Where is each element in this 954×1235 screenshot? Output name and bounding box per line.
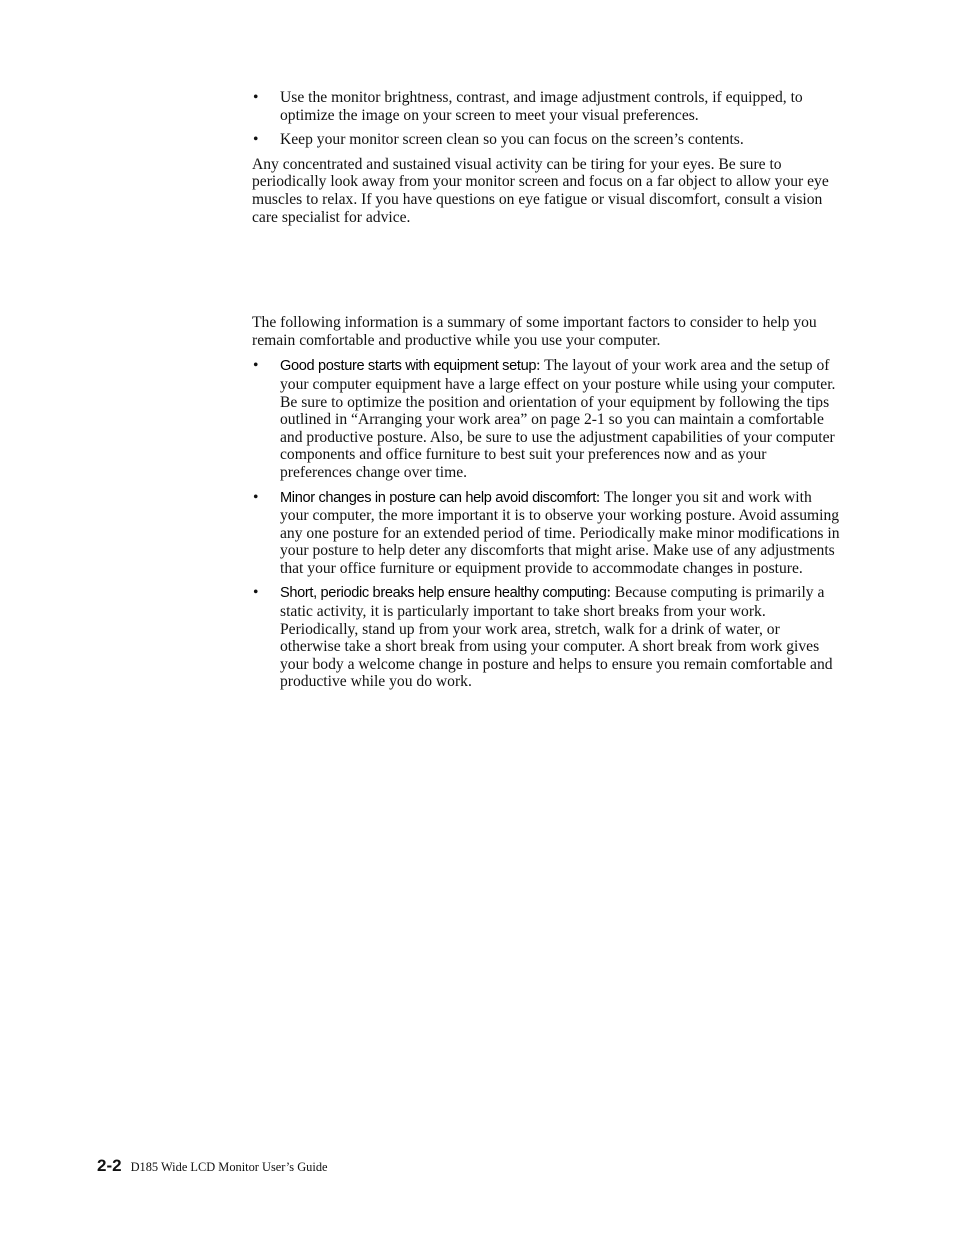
bullet-icon: •: [253, 584, 259, 602]
list-item: [252, 131, 842, 149]
list-item-text: Use the monitor brightness, contrast, and image adjustment controls, if equipped, to optimize the image on your screen to meet your visual preferences.: [280, 89, 803, 124]
document-title: D185 Wide LCD Monitor User’s Guide: [130, 1160, 328, 1174]
page-number: 2-2: [97, 1156, 122, 1175]
visual-tips-list: [252, 89, 842, 149]
tip-lead: Short, periodic breaks help ensure healthy computing: [280, 585, 607, 602]
section-gap: [252, 234, 842, 314]
list-item: [252, 489, 842, 578]
tip-text: : The layout of your work area and the setup of your computer equipment have a large effect on your posture while using your computer. Be sure to optimize the position and orientation of your equipment by following the tips outlined in “Arranging your work area” on page 2-1 so you can maintain a comfortable and productive posture. Also, be sure to use the adjustment capabilities of your computer components and office furniture to best suit your preferences now and as your preferences change over time.: [280, 357, 836, 481]
list-item: [252, 357, 842, 481]
tip-lead: Minor changes in posture can help avoid discomfort: [280, 489, 596, 506]
comfort-tips-list: [252, 357, 842, 691]
bullet-icon: •: [253, 89, 259, 106]
tip-text: : The longer you sit and work with your computer, the more important it is to observe your working posture. Avoid assuming any one posture for an extended period of time. Periodically make minor modifications in your posture to help deter any discomforts that might arise. Make use of any adjustments that your office furniture or equipment provide to accommodate changes in posture.: [280, 488, 840, 577]
tip-lead: Good posture starts with equipment setup: [280, 358, 537, 375]
tip-text: : Because computing is primarily a static activity, it is particularly important to take short breaks from your work. Periodically, stand up from your work area, stretch, walk for a drink of water, or otherwise take a short break from using your computer. A short break from work gives your body a welcome change in posture and helps to ensure you remain comfortable and productive while you do work.: [280, 584, 833, 691]
summary-paragraph: The following information is a summary of some important factors to consider to help you remain comfortable and productive while you use your computer.: [252, 314, 817, 349]
bullet-icon: •: [253, 488, 259, 506]
list-item: [252, 89, 842, 124]
eye-fatigue-paragraph: Any concentrated and sustained visual activity can be tiring for your eyes. Be sure to periodically look away from your monitor screen and focus on a far object to allow your eye muscles to relax. If you have questions on eye fatigue or visual discomfort, consult a vision care specialist for advice.: [252, 155, 829, 226]
list-item: [252, 584, 842, 691]
bullet-icon: •: [253, 357, 259, 375]
page-content: [252, 89, 842, 698]
page-footer: [97, 1156, 328, 1176]
bullet-icon: •: [253, 131, 259, 149]
list-item-text: Keep your monitor screen clean so you can focus on the screen’s contents.: [280, 131, 744, 149]
